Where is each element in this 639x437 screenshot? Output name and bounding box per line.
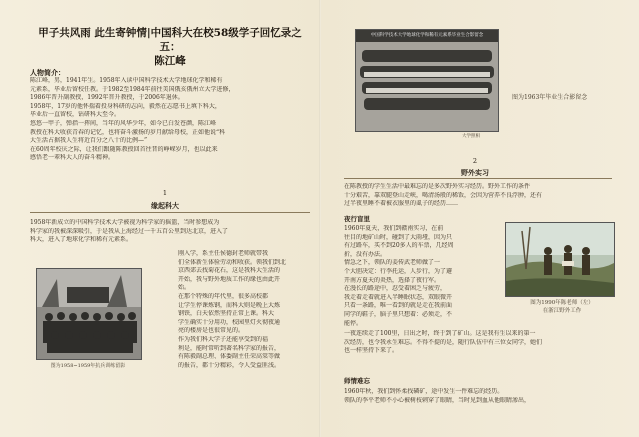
section-1-right-line: 有陈毅副总理、体委副主任荣高棠等做 — [178, 353, 281, 361]
night-march-line: 往目的地矿山时，碰到了大雨垭，因为只 — [344, 233, 453, 241]
section-1-right-line: 利是，能时常听到著名科学家的报告， — [178, 344, 281, 352]
section-2-line: 在陈教授的学生生活中最难忘的是多次野外实习经历。野外工作的条件 — [344, 183, 531, 190]
intro-line: 教授在科大收获青春的记忆，也将奋斗激扬的岁月献给母校，正如他说“科 — [30, 128, 226, 136]
section-1-right-line: 开始，我与野外地质工作的缘也由此开 — [178, 275, 281, 283]
section-1-divider — [30, 212, 310, 213]
section-1-line: 科学家的我被深深吸引，于是我从上海经过一千五百公里到达北京，进入了 — [30, 227, 229, 235]
section-2-line: 过半夜里睡不着被衣服里的虱子的经历…… — [344, 200, 459, 208]
section-1-right-line: 亮的楼房是也很常见的。 — [178, 327, 245, 335]
intro-line: 元素系，毕业后留校任教。于1982至1984年前往美国俄亥俄州立大学进修， — [30, 85, 235, 93]
intro-line: 大生活占据我人生将近百分之八十的比例—” — [30, 137, 148, 145]
section-2-divider — [344, 178, 612, 179]
intro-line: 1986年晋升副教授，1992年晋升教授，于2006年退休。 — [30, 94, 184, 102]
teacher-line: 1960年秋，我们到怀柔找磷矿，途中发生一件难忘的经历。 — [344, 388, 504, 395]
night-march-line: 折，没有办法。 — [344, 250, 387, 258]
field-work-photo — [505, 222, 615, 297]
section-1-right-line: 京西郊去找菊花石，这是我科大生活的 — [178, 267, 281, 275]
section-1-right-line: 在那个特殊的年代里，很多高校都 — [178, 292, 269, 300]
graduation-photo-caption: 图为1963年毕业生合影留念 — [512, 94, 588, 101]
night-march-line: 同学的鞋子，脑子里只想着：必须走，不 — [344, 310, 453, 318]
intro-line: 悠悠一甲子，弹指一挥间，当年的风华少年，如今已白发苍颜，陈江峰 — [30, 119, 217, 127]
subsection-teacher-paragraph — [344, 388, 612, 405]
intro-line: 在60周年校庆之际，让我们跟随陈教授回首往昔的峥嵘岁月，也以此来 — [30, 145, 218, 153]
section-1-title: 缘起科大 — [151, 201, 179, 210]
intro-paragraph — [30, 77, 310, 163]
page-title-line1: 甲子共风雨 此生寄钟情|中国科大在校58级学子回忆录之五： — [38, 27, 302, 53]
night-march-closing-line: 次经历，也令我永生难忘。不得不提的是，随行队伍中有三位女同学，她们 — [344, 338, 543, 346]
night-march-line: 1960年夏天，我们到赣南实习，在前 — [344, 225, 444, 232]
section-1-right-line: 的报告，都十分精彩，令人受益匪浅。 — [178, 361, 281, 369]
section-1-paragraph — [30, 219, 310, 245]
section-2-title: 野外实习 — [461, 168, 489, 177]
night-march-closing-line: 也一样坚持下来了。 — [344, 347, 399, 355]
night-march-line: 我走着走着就进入半睡眠状态，双眼微开 — [344, 293, 453, 301]
section-1-line: 1958年新成立的中国科学技术大学被视为科学家的摇篮，当时参想成为 — [30, 219, 220, 226]
section-2-line: 十分艰苦，靠双腿登山走峡，喝清汤般的稀饭，会因为营养不良浮肿，还有 — [344, 191, 543, 199]
section-1-right-line: 始。 — [178, 284, 191, 292]
section-1-right-line: 学生确实十分用功，校园里灯火彻夜通 — [178, 318, 281, 326]
night-march-line: 开南方夏天的炎热，选择了夜行军。 — [344, 276, 441, 284]
section-1-right-line: 作为我们科大学子还能享受到的福 — [178, 335, 269, 343]
page-title — [30, 26, 310, 68]
night-march-line: 只看一条路，唯一看到的就是走在我前面 — [344, 302, 453, 310]
field-work-caption-line1: 图为1990年陈老师（左） — [530, 300, 594, 306]
intro-line: 感悟老一辈科大人的奋斗精神。 — [30, 154, 115, 162]
section-2-number: 2 — [472, 157, 478, 165]
night-march-line: 能停。 — [344, 319, 363, 327]
night-march-line: 个大胆决定：行李托运，人步行，为了避 — [344, 267, 453, 275]
section-1-line: 科大，进入了地球化学和稀有元素系。 — [30, 236, 133, 244]
subsection-night-march-paragraph — [344, 225, 488, 328]
field-work-caption-line2: 在浙江野外工作 — [542, 308, 582, 314]
intro-heading: 人物简介： — [30, 68, 65, 77]
teacher-line: 领队的李平老师不小心被树枝刺穿了眼睛，当时见到血从他眼睛渗出， — [344, 396, 531, 404]
intro-line: 陈江峰，男，1941年生。1958年入读中国科学技术大学地球化学和稀有 — [30, 77, 223, 84]
section-1-number: 1 — [162, 189, 168, 197]
graduation-photo-banner: 中国科学技术大学地球化学和稀有元素系毕业生合影留念 — [356, 30, 498, 42]
subsection-night-march-title: 夜行盲里 — [344, 215, 370, 223]
section-1-right-line: 刚入学，系主任侯德封老师就带我 — [178, 250, 269, 257]
section-2-paragraph — [344, 183, 612, 209]
night-march-line: 情急之下，领队的姜传武老师做了一 — [344, 259, 441, 267]
page-title-line2: 陈江峰 — [154, 55, 186, 67]
intro-line: 1958年，17岁的他怀揣着投身科研的志向，毅然在志愿书上填下科大， — [30, 102, 221, 110]
night-march-line: 在漫长的路途中，忍受着困乏与疲劳， — [344, 285, 447, 293]
training-photo — [36, 268, 142, 360]
graduation-photo-stamp: 大学照相 — [462, 134, 480, 139]
night-march-closing-line: 一夜连续走了100里，日出之时，终于到了矿山。这是我有生以来的第一 — [344, 330, 536, 337]
intro-line: 毕业后一直留校，钻研科大至今。 — [30, 111, 121, 119]
section-1-right-line: 钢铁，白天依然坚持正常上课。科大 — [178, 310, 275, 318]
subsection-night-march-closing — [344, 330, 612, 356]
section-1-right-line: 们全体新生体验劳动和收获。领我们到北 — [178, 258, 287, 266]
page-fold — [319, 0, 321, 437]
section-1-right-paragraph — [178, 250, 310, 370]
section-1-right-line: 让学生停课炼钢，而科大则是晚上大炼 — [178, 301, 281, 309]
night-march-line: 有过路车，买不到20多人的车票，几经周 — [344, 242, 454, 250]
subsection-teacher-title: 师情难忘 — [344, 377, 370, 385]
training-photo-caption: 图为1958~1959年抗兵训练留影 — [50, 363, 126, 369]
graduation-photo — [355, 29, 499, 132]
